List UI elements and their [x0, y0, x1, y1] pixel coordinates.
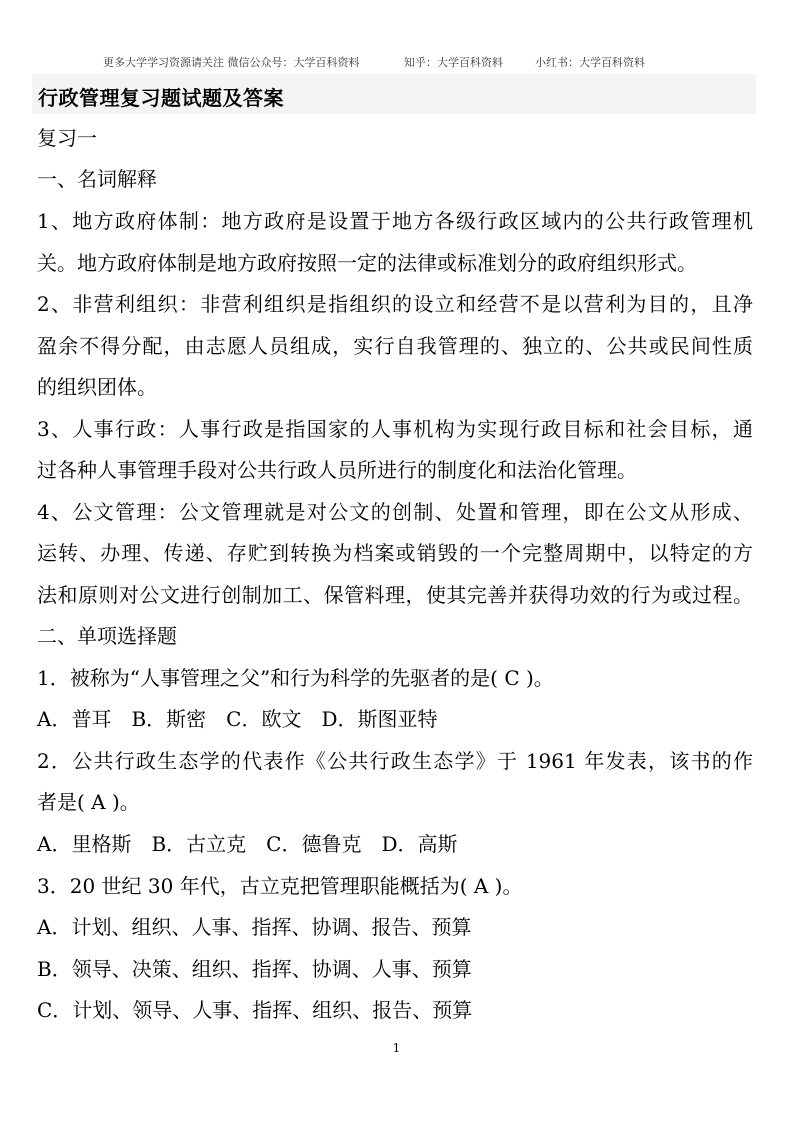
text-line: 盈余不得分配，由志愿人员组成，实行自我管理的、独立的、公共或民间性质 — [37, 334, 753, 358]
text-line: 1、地方政府体制：地方政府是设置于地方各级行政区域内的公共行政管理机 — [37, 209, 753, 233]
header-notice: 更多大学学习资源请关注 微信公众号：大学百科资料 — [103, 56, 360, 69]
question-line: 3．20 世纪 30 年代，古立克把管理职能概括为( A )。 — [37, 874, 523, 898]
title-bar — [32, 74, 756, 114]
text-line: 运转、办理、传递、存贮到转换为档案或销毁的一个完整周期中，以特定的方 — [37, 541, 753, 565]
options-line: C．计划、领导、人事、指挥、组织、报告、预算 — [37, 998, 473, 1022]
header-zhihu: 知乎：大学百科资料 — [404, 56, 503, 69]
section-heading: 二、单项选择题 — [37, 624, 177, 648]
page-header — [0, 52, 793, 72]
text-line: 4、公文管理：公文管理就是对公文的创制、处置和管理，即在公文从形成、 — [37, 500, 753, 524]
header-xiaohongshu: 小红书：大学百科资料 — [535, 56, 645, 69]
options-line: A．普耳 B．斯密 C．欧文 D．斯图亚特 — [37, 707, 438, 731]
question-line: 者是( A )。 — [37, 790, 140, 814]
text-line: 2、非营利组织：非营利组织是指组织的设立和经营不是以营利为目的，且净 — [37, 292, 753, 316]
options-line: B．领导、决策、组织、指挥、协调、人事、预算 — [37, 957, 472, 981]
document-title: 行政管理复习题试题及答案 — [38, 86, 284, 110]
options-line: A．计划、组织、人事、指挥、协调、报告、预算 — [37, 915, 472, 939]
text-line: 关。地方政府体制是地方政府按照一定的法律或标准划分的政府组织形式。 — [37, 251, 697, 275]
page-number: 1 — [392, 1041, 401, 1055]
text-line: 3、人事行政：人事行政是指国家的人事机构为实现行政目标和社会目标，通 — [37, 417, 753, 441]
question-line: 2．公共行政生态学的代表作《公共行政生态学》于 1961 年发表，该书的作 — [37, 749, 753, 773]
section-heading: 一、名词解释 — [37, 167, 157, 191]
text-line: 法和原则对公文进行创制加工、保管料理，使其完善并获得功效的行为或过程。 — [37, 583, 753, 607]
text-line: 过各种人事管理手段对公共行政人员所进行的制度化和法治化管理。 — [37, 458, 637, 482]
options-line: A．里格斯 B．古立克 C．德鲁克 D．高斯 — [37, 832, 458, 856]
section-heading: 复习一 — [37, 126, 97, 150]
text-line: 的组织团体。 — [37, 375, 157, 399]
question-line: 1．被称为“人事管理之父”和行为科学的先驱者的是( C )。 — [37, 666, 554, 690]
